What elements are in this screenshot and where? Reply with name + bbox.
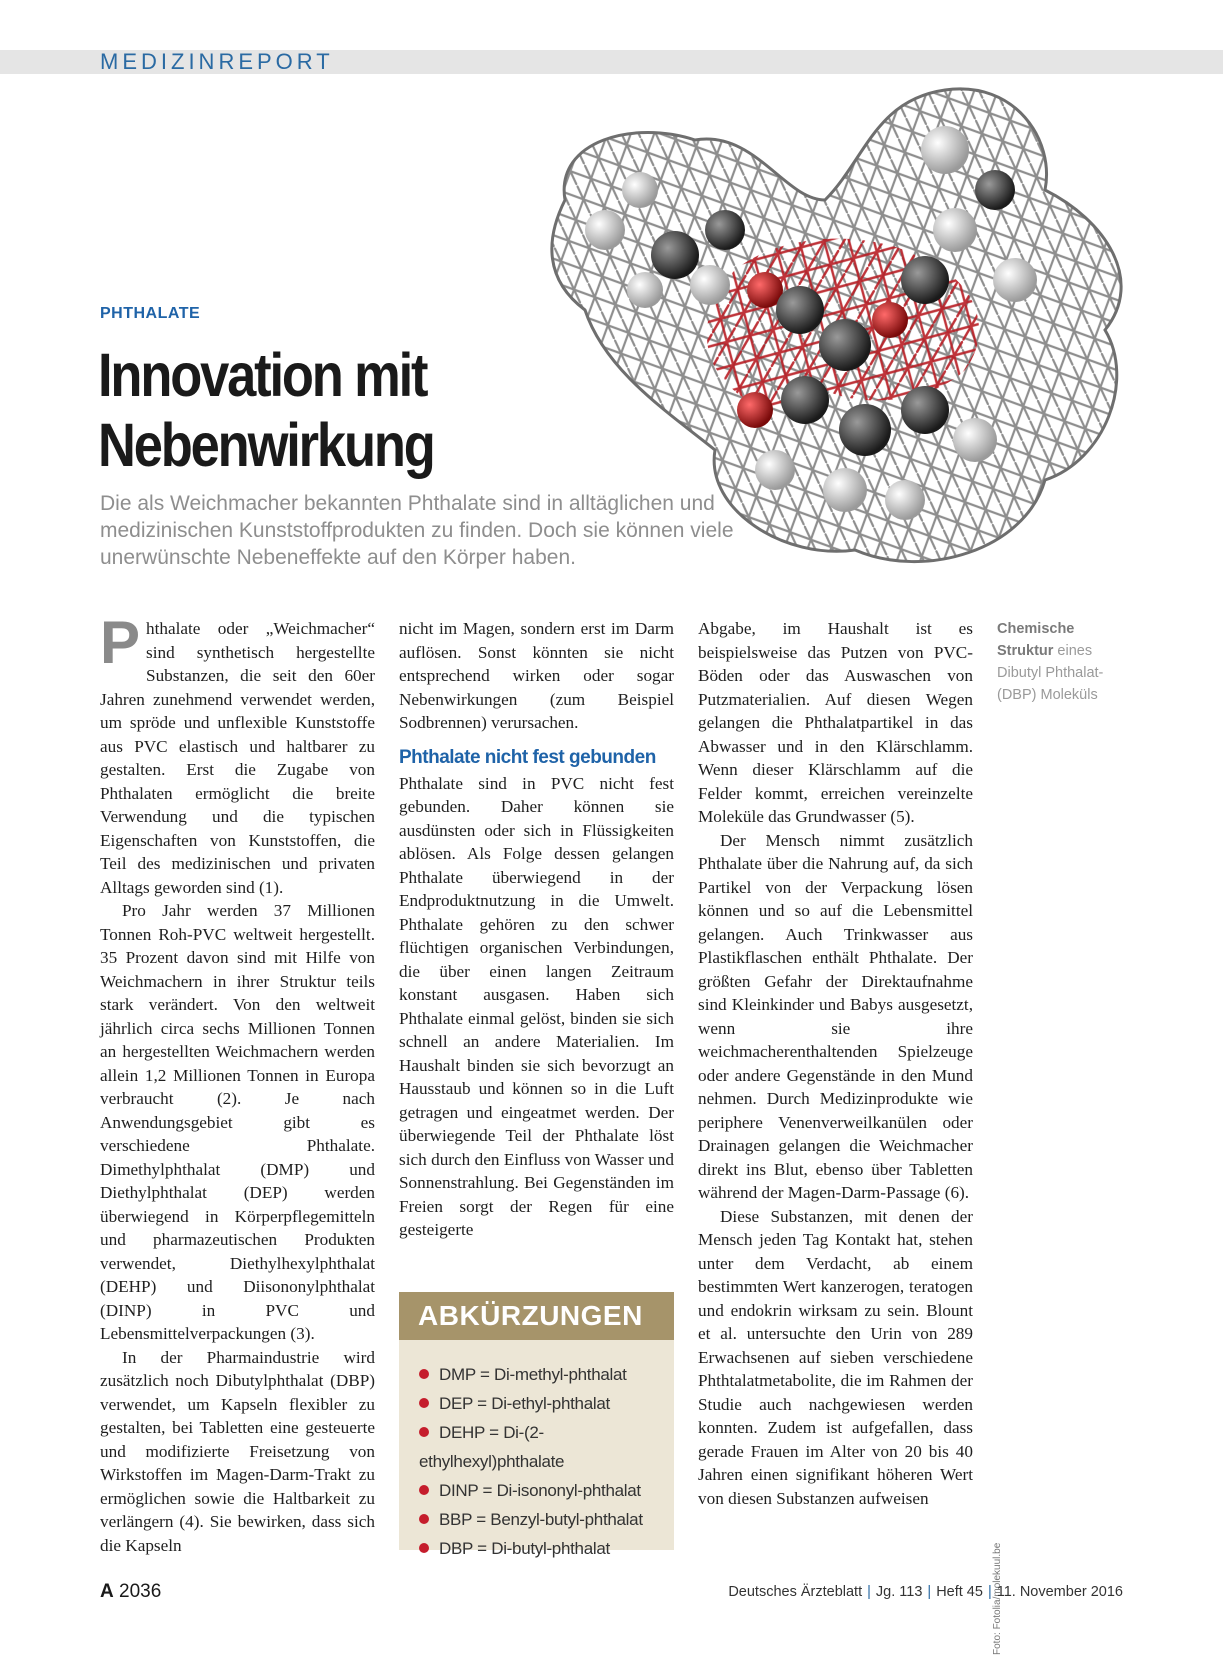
journal-issue: Heft 45	[936, 1584, 983, 1600]
abbreviation-item: DEHP = Di-(2-ethylhexyl)phthalate	[419, 1423, 565, 1471]
col3-paragraph-2: Der Mensch nimmt zusätzlich Phthalate über die Nahrung auf, da sich Partikel von der Verpackung lösen können und so auf die Lebensmittel gelangen. Auch Trinkwasser aus Plastikflaschen enthält Phthalate. Der größten Gefahr der Direktaufnahme sind Kleinkinder und Babys ausgesetzt, wenn sie ihre weichmacherenthaltenden Spielzeuge oder andere Gegenstände in den Mund nehmen. Durch Medizinprodukte wie periphere Venenverweilkanülen oder Drainagen gelangen die Weichmacher direkt ins Blut, ebenso über Tabletten während der Magen-Darm-Passage (6).	[698, 830, 973, 1202]
journal-name: Deutsches Ärzteblatt	[728, 1584, 863, 1600]
col1-paragraph-2: Pro Jahr werden 37 Millionen Tonnen Roh-PVC weltweit hergestellt. 35 Prozent davon sind mit Hilfe von Weichmachern in ihrer Struktur teils stark verändert. Von den weltweit jährlich circa sechs Millionen Tonnen an hergestellten Weichmachern werden allein 1,2 Millionen Tonnen in Europa verbraucht (2). Je nach Anwendungsgebiet gibt es verschiedene Phthalate. Dimethylphthalat (DMP) und Diethylphthalat (DEP) werden überwiegend in Körperpflegemitteln und pharmazeutischen Produkten verwendet, Diethylhexylphthalat (DEHP) und Diisononylphthalat (DINP) in PVC und Lebensmittelverpackungen (3).	[100, 901, 375, 1343]
col2-paragraph-1: nicht im Magen, sondern erst im Darm auflösen. Sonst könnten sie nicht entsprechend wirken oder sogar Nebenwirkungen (zum Beispiel Sodbrennen) verursachen.	[399, 619, 674, 732]
abbreviation-item: DINP = Di-isononyl-phthalat	[419, 1476, 674, 1505]
image-caption	[997, 618, 1127, 706]
bullet-icon	[419, 1427, 429, 1437]
bullet-icon	[419, 1514, 429, 1524]
abbreviations-list	[399, 1340, 674, 1563]
abbreviation-item: DBP = Di-butyl-phthalat	[419, 1534, 674, 1563]
bullet-icon	[419, 1398, 429, 1408]
text-column-1	[100, 609, 375, 1557]
article-kicker: PHTHALATE	[100, 305, 201, 322]
abbreviations-title: ABKÜRZUNGEN	[399, 1292, 674, 1340]
article-title	[98, 340, 434, 480]
photo-credit: Foto: Fotolia/molekuul.be	[992, 1542, 1003, 1655]
journal-volume: Jg. 113	[875, 1584, 923, 1600]
abbreviations-box	[399, 1292, 674, 1558]
drop-cap: P	[100, 609, 141, 676]
col1-paragraph-1: hthalate oder „Weichmacher“ sind synthetisch hergestellte Substanzen, die seit den 60er Jahren zunehmend verwendet werden, um spröde und unflexible Kunststoffe aus PVC elastisch und haltbarer zu gestalten. Erst die Zugabe von Phthalaten ermöglicht die breite Verwendung und die typischen Eigenschaften von Kunststoffen, die Teil des medizinischen und privaten Alltags geworden sind (1).	[100, 619, 375, 897]
text-column-2	[399, 617, 674, 1242]
page-number: A 2036	[100, 1581, 162, 1602]
article-title-line-1: Innovation mit	[98, 341, 427, 409]
col2-subheading: Phthalate nicht fest gebunden	[399, 746, 656, 768]
bullet-icon	[419, 1369, 429, 1379]
section-label: MEDIZINREPORT	[100, 49, 334, 74]
journal-date: 11. November 2016	[996, 1584, 1123, 1600]
caption-bold: Chemische Struktur	[997, 621, 1075, 659]
bullet-icon	[419, 1543, 429, 1553]
bullet-icon	[419, 1485, 429, 1495]
photo-credit-wrap	[992, 1542, 1006, 1655]
caption-text: eines Dibutyl Phthalat- (DBP) Moleküls	[997, 643, 1104, 703]
text-column-3	[698, 617, 973, 1510]
abbreviation-item: DMP = Di-methyl-phthalat	[419, 1360, 674, 1389]
article-title-line-2: Nebenwirkung	[98, 411, 434, 479]
col2-paragraph-2: Phthalate sind in PVC nicht fest gebunden. Daher können sie ausdünsten oder sich in Flüssigkeiten ablösen. Als Folge dessen gelangen Phthalate überwiegend in der Endproduktnutzung in die Umwelt. Phthalate gehören zu den schwer flüchtigen organischen Verbindungen, die über einen langen Zeitraum konstant ausgasen. Haben sich Phthalate einmal gelöst, binden sie sich schnell an andere Materialien. Im Haushalt binden sie sich bevorzugt an Hausstaub und können so in die Luft getragen und eingeatmet werden. Der überwiegende Teil der Phthalate löst sich durch den Einfluss von Wasser und Sonnenstrahlung. Bei Gegenständen im Freien sorgt der Regen für eine gesteigerte	[399, 773, 674, 1239]
col3-paragraph-1: Abgabe, im Haushalt ist es beispielsweise das Putzen von PVC-Böden oder das Auswaschen von Putzmaterialien. Auf diesen Wegen gelangen die Phthalatpartikel in das Abwasser und in den Klärschlamm. Wenn dieser Klärschlamm auf die Felder kommt, erreichen vereinzelte Moleküle das Grundwasser (5).	[698, 619, 973, 826]
abbreviation-item: BBP = Benzyl-butyl-phthalat	[419, 1505, 674, 1534]
abbreviation-item: DEP = Di-ethyl-phthalat	[419, 1389, 674, 1418]
col1-paragraph-3: In der Pharmaindustrie wird zusätzlich noch Dibutylphthalat (DBP) verwendet, um Kapseln flexibler zu gestalten, bei Tabletten eine gesteuerte und modifizierte Freisetzung von Wirkstoffen im Magen-Darm-Trakt zu ermöglichen sowie die Haltbarkeit zu verlängern (4). Sie bewirken, dass sich die Kapseln	[100, 1347, 375, 1555]
col3-paragraph-3: Diese Substanzen, mit denen der Mensch jeden Tag Kontakt hat, stehen unter dem Verdacht, ab einem bestimmten Wert kanzerogen, teratogen und endokrin wirksam zu sein. Blount et al. untersuchte den Urin von 289 Erwachsenen auf sieben verschiedene Phthtalatmetabolite, die im Rahmen der Studie auch nachgewiesen werden konnten. Zudem ist aufgefallen, dass gerade Frauen im Alter von 20 bis 40 Jahren einen signifikant höheren Wert von diesen Substanzen aufweisen	[698, 1206, 973, 1508]
journal-footer: Deutsches Ärzteblatt | Jg. 113 | Heft 45 | 11. November 2016	[728, 1584, 1123, 1600]
article-lead: Die als Weichmacher bekannten Phthalate sind in alltäglichen und medizinischen Kunststoffprodukten zu finden. Doch sie können viele unerwünschte Nebeneffekte auf den Körper haben.	[100, 492, 734, 569]
